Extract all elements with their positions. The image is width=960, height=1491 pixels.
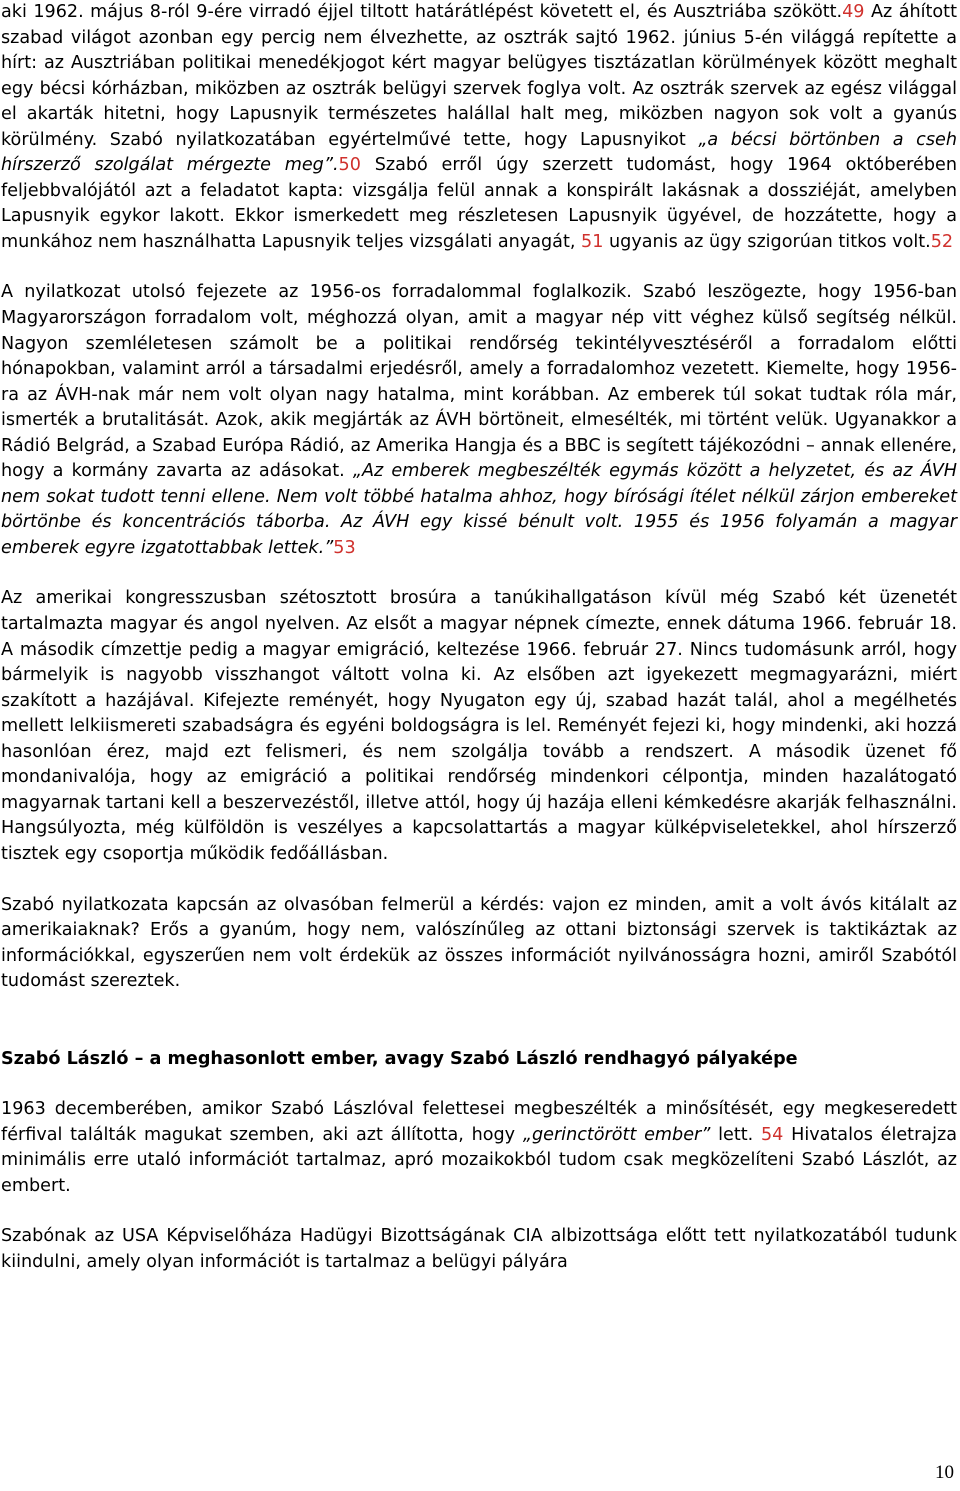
paragraph-1956	[1, 280, 957, 561]
text: Hivatalos életrajza minimális erre utaló információt tartalmaz, apró mozaikokból tudom csak megközelíteni Szabó Lászlót, az embert.	[1, 1124, 957, 1196]
text: ugyanis az ügy szigorúan titkos volt.	[603, 231, 931, 252]
paragraph-spacer	[1, 868, 957, 893]
paragraph-spacer	[1, 1199, 957, 1224]
footnote-ref-54[interactable]: 54	[760, 1124, 784, 1145]
paragraph-spacer	[1, 255, 957, 280]
paragraph-spacer	[1, 561, 957, 586]
paragraph-brochure: Az amerikai kongresszusban szétosztott brosúra a tanúkihallgatáson kívül még Szabó két üzenetét tartalmazta magyar és angol nyelven. Az elsőt a magyar népnek címezte, ennek dátuma 1966. február 18. A második címzettje pedig a magyar emigráció, keltezése 1966. február 27. Nincs tudomásunk arról, hogy bármelyik is nagyobb visszhangot váltott volna ki. Az elsőben azt igyekezett megmagyarázni, miért szakított a hazájával. Kifejezte reményét, hogy Nyugaton egy új, szabad hazát talál, ahol a megélhetés mellett lelkiismereti szabadságra és egyéni boldogságra is lel. Reményét fejezi ki, hogy mindenki, aki hozzá hasonlóan érez, majd ezt felismeri, és nem szolgálja tovább a rendszert. A második üzenet fő mondanivalója, hogy az emigráció a politikai rendőrség mindenkori célpontja, minden hazalátogató magyarnak tartani kell a beszervezéstől, illetve attól, hogy új hazája elleni kémkedésre akarják felhasználni. Hangsúlyozta, még külföldön is veszélyes a kapcsolattartás a magyar külképviseletekkel, ahol hírszerző tisztek egy csoportja működik fedőállásban.	[1, 588, 957, 864]
text: aki 1962. május 8-ról 9-ére virradó éjjel tiltott határátlépést követett el, és Ausztriába szökött.	[1, 2, 843, 22]
footnote-ref-53[interactable]: 53	[333, 537, 356, 558]
quote: „gerinctörött ember”	[522, 1124, 711, 1145]
paragraph-lapusnyik	[1, 0, 957, 255]
paragraph-spacer	[1, 1072, 957, 1097]
quote: „Az emberek megbeszélték egymás között a helyzetet, és az ÁVH nem sokat tudott tenni ellene. Nem volt többé hatalma ahhoz, hogy bírósági ítélet nélkül zárjon embereket börtönbe és koncentrációs táborba. Az ÁVH egy kissé bénult volt. 1955 és 1956 folyamán a magyar emberek egyre izgatottabbak lettek.”	[1, 461, 958, 558]
footnote-ref-50[interactable]: 50	[338, 155, 361, 176]
section-spacer	[1, 995, 957, 1047]
paragraph-question: Szabó nyilatkozata kapcsán az olvasóban felmerül a kérdés: vajon ez minden, amit a volt ávós kitálalt az amerikaiaknak? Erős a gyanúm, hogy nem, valószínűleg az ottani biztonsági szervek is taktikáztak az információkkal, egyszerűen nem volt érdekük az összes információt nyilvánosságra hozni, amiről Szabótól tudomást szereztek.	[1, 894, 957, 992]
footnote-ref-49[interactable]: 49	[842, 2, 865, 22]
quote: „a bécsi börtönben a cseh hírszerző szolgálat mérgezte meg”.	[1, 129, 957, 176]
footnote-ref-51[interactable]: 51	[581, 231, 604, 252]
footnote-ref-52[interactable]: 52	[930, 231, 954, 252]
paragraph-1963	[1, 1097, 957, 1199]
text: Az áhított szabad világot azonban egy percig nem élvezhette, az osztrák sajtó 1962. június 5-én világgá repítette a hírt: az Ausztriában politikai menedékjogot kért magyar belügyes tisztázatlan körülmények között meghalt egy bécsi kórházban, miközben az osztrák belügyi szervek foglya volt. Az osztrák szervek az egész világgal el akarták hitetni, hogy Lapusnyik természetes halállal halt meg, miközben nagyon sok volt a gyanús körülmény. Szabó nyilatkozatában egyértelművé tette, hogy Lapusnyikot	[1, 2, 957, 150]
section-heading: Szabó László – a meghasonlott ember, avagy Szabó László rendhagyó pályaképe	[1, 1048, 798, 1069]
text: A nyilatkozat utolsó fejezete az 1956-os forradalommal foglalkozik. Szabó leszögezte, hogy 1956-ban Magyarországon forradalom volt, méghozzá olyan, amit a magyar nép vitt véghez külső segítség nélkül. Nagyon szemléletesen számolt be a politikai rendőrség tekintélyvesztéséről a forradalom előtti hónapokban, valamint arról a társadalmi erjedésről, amely a forradalomhoz vezetett. Kiemelte, hogy 1956-ra az ÁVH-nak már nem volt olyan nagy hatalma, mint korábban. Az emberek túl sokat tudtak róla már, ismerték a brutalitását. Azok, akik megjárták az ÁVH börtöneit, elmesélték, mi történt velük. Ugyanakkor a Rádió Belgrád, a Szabad Európa Rádió, az Amerika Hangja és a BBC is segített tájékozódni – annak ellenére, hogy a kormány zavarta az adásokat.	[1, 282, 957, 482]
text: Szabó erről úgy szerzett tudomást, hogy 1964 októberében feljebbvalójától azt a feladatot kapta: vizsgálja felül annak a konspirált lakásnak a dossziéját, amelyben Lapusnyik egykor lakott. Ekkor ismerkedett meg részletesen Lapusnyik ügyével, de hozzátette, hogy a munkához nem használhatta Lapusnyik teljes vizsgálati anyagát,	[1, 155, 957, 252]
text: 1963 decemberében, amikor Szabó Lászlóval felettesei megbeszélték a minősítését, egy megkeseredett férfival találták magukat szemben, aki azt állította, hogy	[1, 1099, 957, 1145]
text: lett.	[710, 1124, 761, 1145]
page-number: 10	[935, 1462, 954, 1483]
paragraph-cia: Szabónak az USA Képviselőháza Hadügyi Bizottságának CIA albizottsága előtt tett nyilatkozatából tudunk kiindulni, amely olyan információt is tartalmaz a belügyi pályára	[1, 1226, 957, 1272]
